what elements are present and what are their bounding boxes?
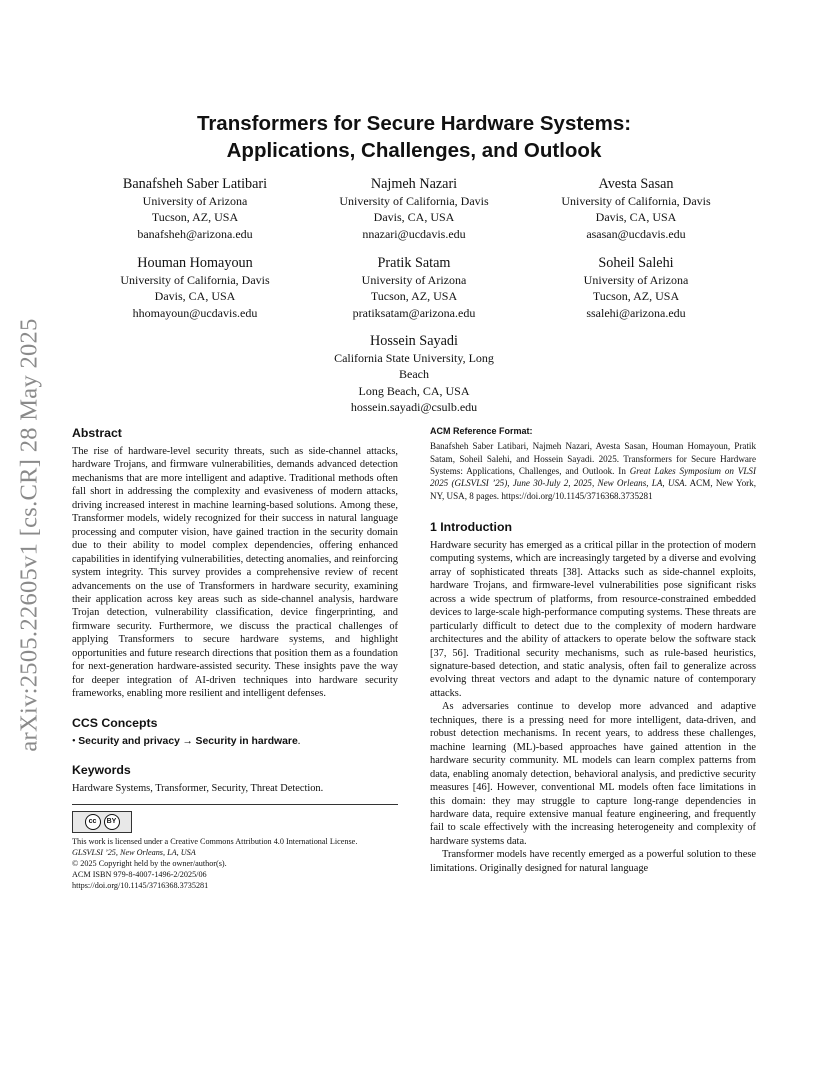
ccs-period: . bbox=[297, 735, 301, 747]
author-location: Tucson, AZ, USA bbox=[151, 210, 239, 225]
author-block bbox=[536, 254, 736, 321]
author-location: Davis, CA, USA bbox=[373, 210, 455, 225]
author-block bbox=[314, 254, 514, 321]
ccs-heading: CCS Concepts bbox=[72, 715, 158, 730]
author-email[interactable]: hossein.sayadi@csulb.edu bbox=[350, 400, 478, 415]
left-column bbox=[72, 425, 398, 892]
acm-reference-heading: ACM Reference Format: bbox=[430, 426, 533, 436]
arxiv-identifier: arXiv:2505.22605v1 [cs.CR] 28 May 2025 bbox=[16, 318, 43, 752]
ccs-bullet: • bbox=[72, 735, 76, 747]
author-email[interactable]: ssalehi@arizona.edu bbox=[586, 305, 686, 320]
author-name: Pratik Satam bbox=[377, 255, 451, 271]
by-icon: BY bbox=[104, 814, 120, 830]
intro-paragraph-2: As adversaries continue to develop more advanced and adaptive techniques, there is a pressing need for more intelligent, data-driven, and robust detection mechanisms. In recent years, to address these challenges, machine learning (ML)-based approaches have gained attention in the hardware security community. ML models can learn complex patterns from data, enabling anomaly detection, behavioral analysis, and predictive security measures [46]. However, conventional ML models often face limitations in this domain: they may struggle to capture long-range dependencies in hardware data, require extensive manual feature engineering, and frequently fail to scale effectively with the increasing heterogeneity and complexity of hardware systems data. bbox=[430, 701, 756, 847]
author-affiliation-cont: Beach bbox=[399, 367, 429, 382]
cc-icon: cc bbox=[85, 814, 101, 830]
author-affiliation: University of California, Davis bbox=[120, 273, 270, 287]
intro-paragraph-3: Transformer models have recently emerged as a powerful solution to these limitations. Originally designed for natural language bbox=[430, 849, 756, 874]
author-name: Avesta Sasan bbox=[598, 176, 674, 192]
author-email[interactable]: asasan@ucdavis.edu bbox=[586, 226, 686, 241]
paper-title bbox=[100, 110, 728, 164]
arrow-icon: → bbox=[182, 735, 193, 747]
author-location: Davis, CA, USA bbox=[154, 289, 236, 304]
license-text: This work is licensed under a Creative Commons Attribution 4.0 International License. bbox=[72, 836, 358, 846]
arxiv-stamp bbox=[10, 290, 50, 780]
author-name: Hossein Sayadi bbox=[370, 333, 458, 349]
isbn-line: ACM ISBN 979-8-4007-1496-2/2025/06 bbox=[72, 870, 207, 880]
introduction-heading: 1 Introduction bbox=[430, 519, 512, 534]
author-affiliation: California State University, Long bbox=[334, 351, 494, 365]
conference-line: GLSVLSI ’25, New Orleans, LA, USA bbox=[72, 847, 196, 857]
author-name: Banafsheh Saber Latibari bbox=[122, 176, 268, 192]
ccs-item-b: Security in hardware bbox=[195, 735, 298, 747]
author-email[interactable]: hhomayoun@ucdavis.edu bbox=[132, 305, 258, 320]
doi-link[interactable]: https://doi.org/10.1145/3716368.3735281 bbox=[72, 881, 209, 891]
author-name: Soheil Salehi bbox=[598, 255, 674, 271]
license-block bbox=[72, 836, 398, 892]
title-line-1: Transformers for Secure Hardware Systems: bbox=[196, 112, 632, 135]
author-email[interactable]: banafsheh@arizona.edu bbox=[137, 226, 253, 241]
author-affiliation: University of California, Davis bbox=[561, 194, 711, 208]
intro-paragraph-1: Hardware security has emerged as a critical pillar in the protection of modern computing systems, which are increasingly targeted by a diverse and evolving array of sophisticated threats [38]. Attacks such as side-channel exploits, hardware Trojans, and firmware-level vulnerabilities pose significant risks across a wide spectrum of platforms, from resource-constrained embedded devices to large-scale high-performance computing systems. These threats are particularly difficult to detect due to the complexity of modern hardware architectures and the ability of attackers to operate below the software stack [37, 56]. Traditional security mechanisms, such as rule-based heuristics, signature-based detection, and static analysis, often fail to generalize across evolving threat vectors and adapt to the dynamic nature of contemporary attacks. bbox=[430, 539, 756, 699]
footnote-divider bbox=[72, 804, 398, 805]
ccs-item-a: Security and privacy bbox=[78, 735, 180, 747]
author-location: Davis, CA, USA bbox=[595, 210, 677, 225]
author-block bbox=[314, 332, 514, 416]
author-email[interactable]: pratiksatam@arizona.edu bbox=[352, 305, 476, 320]
keywords-heading: Keywords bbox=[72, 763, 131, 778]
author-affiliation: University of California, Davis bbox=[339, 194, 489, 208]
author-block bbox=[95, 254, 295, 321]
author-block bbox=[314, 175, 514, 242]
author-affiliation: University of Arizona bbox=[583, 273, 689, 287]
author-name: Houman Homayoun bbox=[137, 255, 253, 271]
right-column bbox=[430, 425, 756, 875]
author-affiliation: University of Arizona bbox=[142, 194, 248, 208]
author-email[interactable]: nnazari@ucdavis.edu bbox=[362, 226, 466, 241]
author-affiliation: University of Arizona bbox=[361, 273, 467, 287]
ccs-concepts bbox=[72, 735, 398, 748]
author-block bbox=[95, 175, 295, 242]
author-location: Tucson, AZ, USA bbox=[370, 289, 458, 304]
abstract-heading: Abstract bbox=[72, 426, 122, 440]
author-location: Long Beach, CA, USA bbox=[358, 383, 470, 398]
copyright-line: © 2025 Copyright held by the owner/author(s). bbox=[72, 858, 227, 868]
title-line-2: Applications, Challenges, and Outlook bbox=[226, 139, 602, 162]
cc-by-license-badge[interactable] bbox=[72, 811, 132, 833]
abstract-text: The rise of hardware-level security threats, such as side-channel attacks, hardware Trojans, and firmware vulnerabilities, demands advanced detection mechanisms that are more intelligent and adaptive. Traditional methods often fall short in addressing the complexity and evasiveness of modern attacks, driving increased interest in machine learning-based solutions. Among these, Transformer models, widely recognized for their success in natural language processing and computer vision, have gained traction in the security domain due to their ability to model complex dependencies, offering enhanced capabilities in identifying vulnerabilities, detecting anomalies, and reinforcing system integrity. This survey provides a comprehensive review of recent advancements on the use of Transformers in hardware security, examining their application across key areas such as side-channel analysis, hardware Trojan detection, vulnerability classification, device fingerprinting, and firmware security. Furthermore, we discuss the practical challenges of applying Transformers to secure hardware systems, and highlight opportunities and future research directions that position them as a foundation for next-generation hardware-assisted security. These insights pave the way for deeper integration of AI-driven techniques into hardware security frameworks, enabling more resilient and intelligent defenses. bbox=[72, 446, 398, 700]
author-block bbox=[536, 175, 736, 242]
author-name: Najmeh Nazari bbox=[370, 176, 458, 192]
acm-reference-text: Banafsheh Saber Latibari, Najmeh Nazari, Avesta Sasan, Houman Homayoun, Pratik Satam, Soheil Salehi, and Hossein Sayadi. 2025. Transformers for Secure Hardware Systems: Applications, Challenges, and Outlook. In Great Lakes Symposium on VLSI 2025 (GLSVLSI ’25), June 30-July 2, 2025, New Orleans, LA, USA. ACM, New York, NY, USA, 8 pages. https://doi.org/10.1145/3716368.3735281 bbox=[430, 441, 756, 501]
author-location: Tucson, AZ, USA bbox=[592, 289, 680, 304]
keywords-text: Hardware Systems, Transformer, Security, Threat Detection. bbox=[72, 783, 324, 795]
